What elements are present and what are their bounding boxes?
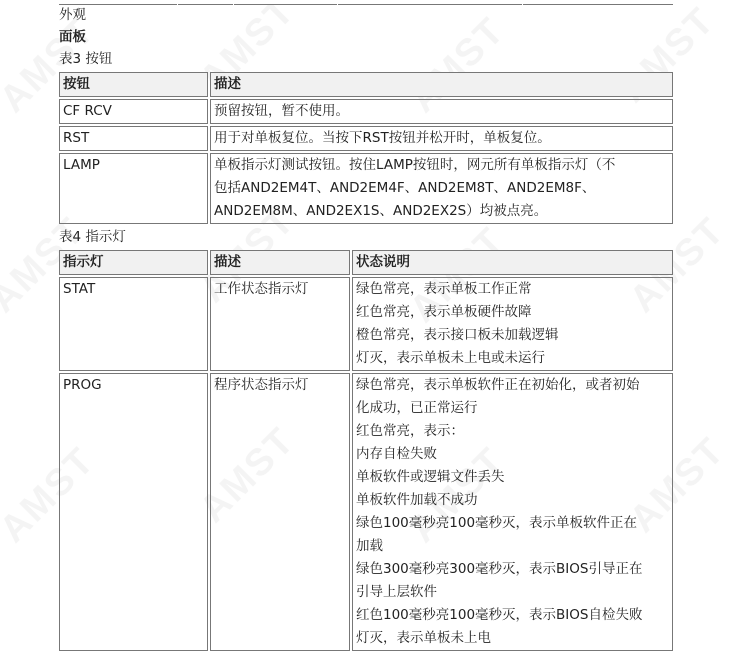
header-status: 状态说明 xyxy=(352,250,673,275)
header-button: 按钮 xyxy=(59,72,208,97)
document-body xyxy=(0,4,750,653)
status-line: 绿色常亮，表示单板软件正在初始化，或者初始 xyxy=(356,377,640,393)
indicator-name: PROG xyxy=(59,373,208,651)
header-description: 描述 xyxy=(210,72,673,97)
description-line: 包括AND2EM4T、AND2EM4F、AND2EM8T、AND2EM8F、 xyxy=(214,180,596,196)
button-name: CF RCV xyxy=(59,99,208,124)
indicator-status xyxy=(352,373,673,651)
button-description: 用于对单板复位。当按下RST按钮并松开时，单板复位。 xyxy=(210,126,673,151)
table4-caption: 表4 指示灯 xyxy=(59,229,126,245)
heading-appearance: 外观 xyxy=(59,7,86,23)
status-line: 单板软件或逻辑文件丢失 xyxy=(356,469,505,485)
status-line: 灯灭，表示单板未上电 xyxy=(356,630,491,646)
table3-caption: 表3 按钮 xyxy=(59,51,113,67)
buttons-table xyxy=(57,70,675,226)
description-line: AND2EM8M、AND2EX1S、AND2EX2S）均被点亮。 xyxy=(214,203,548,219)
status-line: 橙色常亮，表示接口板未加载逻辑 xyxy=(356,327,559,343)
heading-panel: 面板 xyxy=(59,29,86,45)
indicator-description: 工作状态指示灯 xyxy=(210,277,350,371)
status-line: 内存自检失败 xyxy=(356,446,437,462)
button-description: 预留按钮，暂不使用。 xyxy=(210,99,673,124)
status-line: 红色常亮，表示： xyxy=(356,423,464,439)
status-line: 红色常亮，表示单板硬件故障 xyxy=(356,304,532,320)
status-line: 引导上层软件 xyxy=(356,584,437,600)
status-line: 绿色100毫秒亮100毫秒灭，表示单板软件正在 xyxy=(356,515,638,531)
table-header-row xyxy=(59,72,673,97)
table-row xyxy=(59,373,673,651)
table-row xyxy=(59,277,673,371)
status-line: 绿色常亮，表示单板工作正常 xyxy=(356,281,532,297)
button-name: RST xyxy=(59,126,208,151)
table-row xyxy=(59,126,673,151)
header-indicator: 指示灯 xyxy=(59,250,208,275)
status-line: 绿色300毫秒亮300毫秒灭，表示BIOS引导正在 xyxy=(356,561,643,577)
description-line: 单板指示灯测试按钮。按住LAMP按钮时，网元所有单板指示灯（不 xyxy=(214,157,616,173)
indicator-status xyxy=(352,277,673,371)
table-header-row xyxy=(59,250,673,275)
status-line: 化成功，已正常运行 xyxy=(356,400,478,416)
status-line: 加载 xyxy=(356,538,383,554)
indicator-description: 程序状态指示灯 xyxy=(210,373,350,651)
button-name: LAMP xyxy=(59,153,208,224)
status-line: 单板软件加载不成功 xyxy=(356,492,478,508)
header-description: 描述 xyxy=(210,250,350,275)
indicator-name: STAT xyxy=(59,277,208,371)
indicators-table xyxy=(57,248,675,653)
button-description xyxy=(210,153,673,224)
status-line: 灯灭，表示单板未上电或未运行 xyxy=(356,350,545,366)
table-row xyxy=(59,99,673,124)
table-row xyxy=(59,153,673,224)
status-line: 红色100毫秒亮100毫秒灭，表示BIOS自检失败 xyxy=(356,607,643,623)
